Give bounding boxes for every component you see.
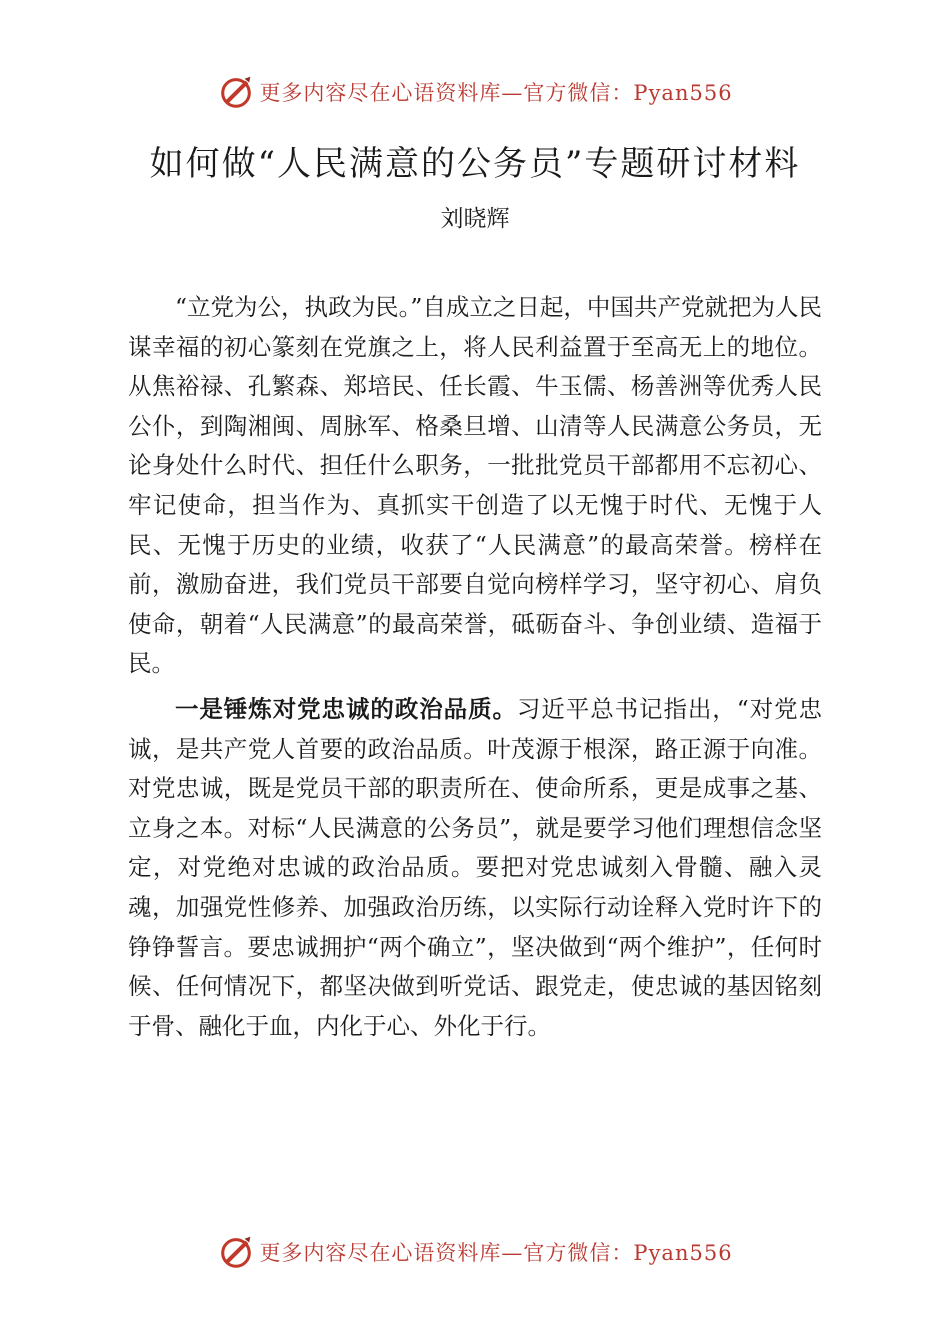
paragraph-lead: 一是锤炼对党忠诚的政治品质。 <box>175 694 517 723</box>
paragraph-intro <box>128 288 822 684</box>
document-body <box>128 288 822 1052</box>
header-banner <box>0 72 950 112</box>
paragraph-text: “立党为公，执政为民。”自成立之日起，中国共产党就把为人民谋幸福的初心篆刻在党旗之上，将人民利益置于至高无上的地位。从焦裕禄、孔繁森、郑培民、任长霞、牛玉儒、杨善洲等优秀人民公仆，到陶湘闽、周脉军、格桑旦增、山清等人民满意公务员，无论身处什么时代、担任什么职务，一批批党员干部都用不忘初心、牢记使命，担当作为、真抓实干创造了以无愧于时代、无愧于人民、无愧于历史的业绩，收获了“人民满意”的最高荣誉。榜样在前，激励奋进，我们党员干部要自觉向榜样学习，坚守初心、肩负使命，朝着“人民满意”的最高荣誉，砥砺奋斗、争创业绩、造福于民。 <box>128 293 822 678</box>
page-title: 如何做“人民满意的公务员”专题研讨材料 <box>149 144 801 184</box>
pen-logo-icon <box>217 1233 255 1271</box>
banner-text: 更多内容尽在心语资料库—官方微信：Pyan556 <box>259 1241 733 1265</box>
paragraph-text: 习近平总书记指出，“对党忠诚，是共产党人首要的政治品质。叶茂源于根深，路正源于向准。对党忠诚，既是党员干部的职责所在、使命所系，更是成事之基、立身之本。对标“人民满意的公务员”，就是要学习他们理想信念坚定，对党绝对忠诚的政治品质。要把对党忠诚刻入骨髓、融入灵魂，加强党性修养、加强政治历练，以实际行动诠释入党时许下的铮铮誓言。要忠诚拥护“两个确立”，坚决做到“两个维护”，任何时候、任何情况下，都坚决做到听党话、跟党走，使忠诚的基因铭刻于骨、融化于血，内化于心、外化于行。 <box>128 694 823 1040</box>
pen-logo-icon <box>217 73 255 111</box>
footer-banner <box>0 1232 950 1272</box>
banner-text: 更多内容尽在心语资料库—官方微信：Pyan556 <box>259 81 733 105</box>
paragraph-point-one <box>128 690 822 1046</box>
author-name: 刘晓辉 <box>440 206 510 232</box>
